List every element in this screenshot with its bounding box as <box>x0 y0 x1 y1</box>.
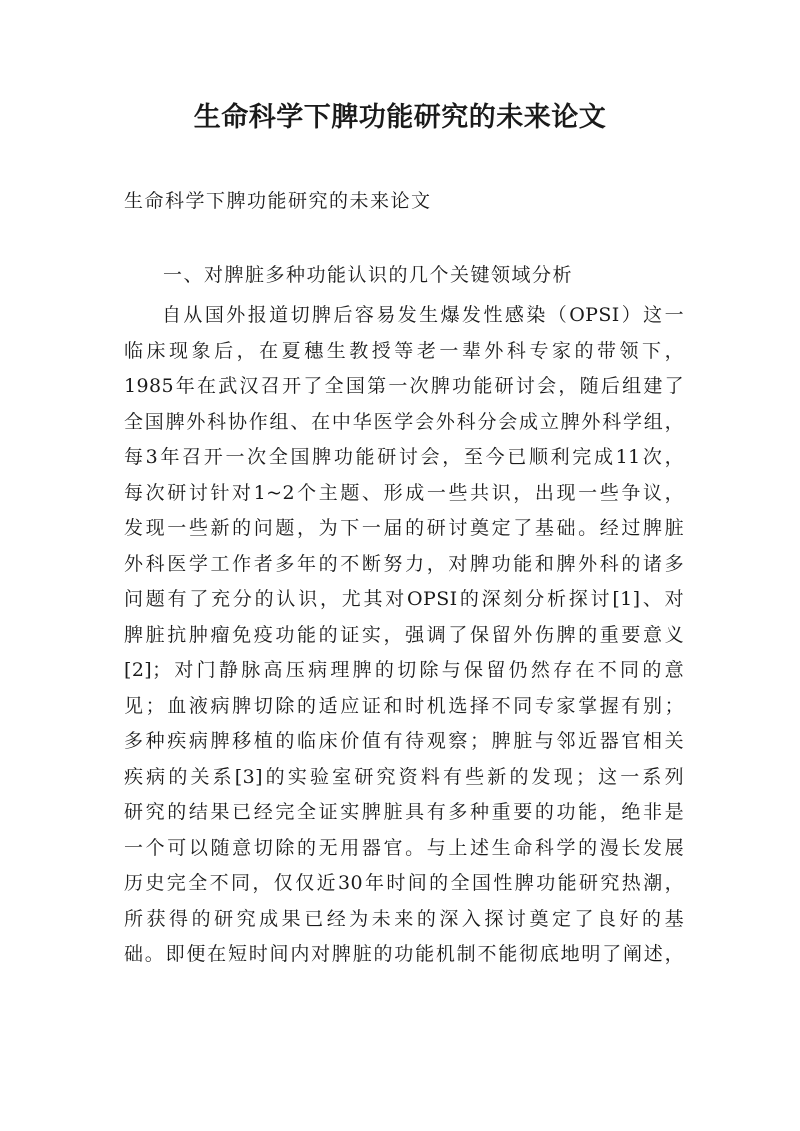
paragraph-line: 脾脏抗肿瘤免疫功能的证实，强调了保留外伤脾的重要意义 <box>124 623 684 646</box>
paragraph-line: 础。即便在短时间内对脾脏的功能机制不能彻底地明了阐述， <box>124 943 684 965</box>
paragraph-line: 发现一些新的问题，为下一届的研讨奠定了基础。经过脾脏 <box>124 517 684 539</box>
paragraph-line: [2]；对门静脉高压病理脾的切除与保留仍然存在不同的意 <box>124 659 684 681</box>
document-title: 生命科学下脾功能研究的未来论文 <box>193 102 607 133</box>
paragraph-line: 临床现象后，在夏穗生教授等老一辈外科专家的带领下， <box>124 339 684 362</box>
paragraph-line: 历史完全不同，仅仅近30年时间的全国性脾功能研究热潮， <box>124 872 684 894</box>
paragraph-line: 一个可以随意切除的无用器官。与上述生命科学的漫长发展 <box>124 836 684 859</box>
paragraph-line: 每次研讨针对1~2个主题、形成一些共识，出现一些争议， <box>124 481 684 504</box>
paragraph-line: 问题有了充分的认识，尤其对OPSI的深刻分析探讨[1]、对 <box>124 588 684 610</box>
section-heading: 一、对脾脏多种功能认识的几个关键领域分析 <box>163 264 574 286</box>
paragraph-line: 疾病的关系[3]的实验室研究资料有些新的发现；这一系列 <box>124 765 684 788</box>
paragraph-line: 研究的结果已经完全证实脾脏具有多种重要的功能，绝非是 <box>124 801 684 823</box>
paragraph-line: 多种疾病脾移植的临床价值有待观察；脾脏与邻近器官相关 <box>124 730 684 752</box>
body-paragraph <box>124 298 684 973</box>
paragraph-line: 全国脾外科协作组、在中华医学会外科分会成立脾外科学组， <box>124 410 684 433</box>
paragraph-line: 所获得的研究成果已经为未来的深入探讨奠定了良好的基 <box>124 907 684 930</box>
paragraph-line: 见；血液病脾切除的适应证和时机选择不同专家掌握有别； <box>124 694 684 717</box>
paragraph-line: 每3年召开一次全国脾功能研讨会，至今已顺利完成11次， <box>124 446 684 468</box>
paragraph-line: 自从国外报道切脾后容易发生爆发性感染（OPSI）这一 <box>162 304 684 326</box>
paragraph-line: 外科医学工作者多年的不断努力，对脾功能和脾外科的诸多 <box>124 552 684 575</box>
paragraph-line: 1985年在武汉召开了全国第一次脾功能研讨会，随后组建了 <box>124 375 684 397</box>
document-subtitle: 生命科学下脾功能研究的未来论文 <box>124 190 432 212</box>
